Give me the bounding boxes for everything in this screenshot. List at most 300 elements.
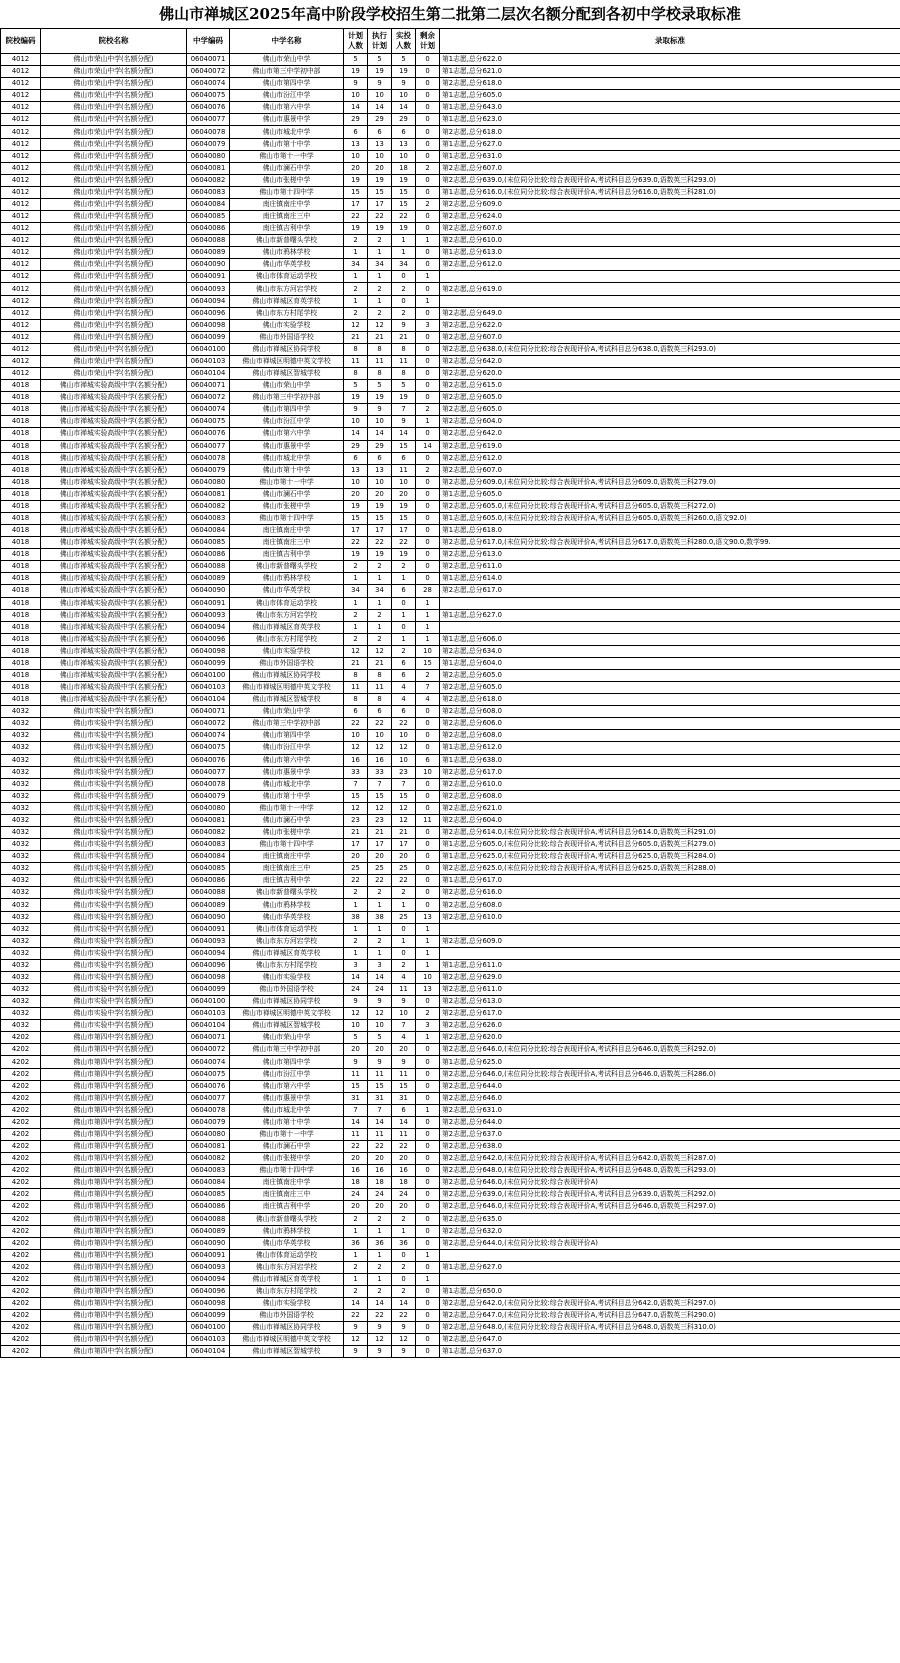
table-row (1, 561, 900, 573)
cell-plan-count: 17 (344, 839, 368, 851)
cell-exec-plan: 21 (368, 827, 392, 839)
cell-middle-code: 06040094 (187, 621, 230, 633)
cell-school-name: 佛山市实验中学(名额分配) (41, 899, 187, 911)
cell-actual-count: 18 (392, 162, 416, 174)
cell-actual-count: 1 (392, 573, 416, 585)
cell-middle-code: 06040089 (187, 899, 230, 911)
cell-exec-plan: 5 (368, 1032, 392, 1044)
cell-school-name: 佛山市实验中学(名额分配) (41, 730, 187, 742)
cell-middle-name: 佛山市新普曙头学校 (230, 1213, 344, 1225)
cell-remaining-plan: 0 (416, 247, 440, 259)
cell-actual-count: 10 (392, 754, 416, 766)
cell-middle-name: 佛山市实验学校 (230, 645, 344, 657)
cell-admission-standard (440, 271, 900, 283)
cell-remaining-plan: 0 (416, 368, 440, 380)
cell-school-name: 佛山市第四中学(名额分配) (41, 1080, 187, 1092)
table-row (1, 1128, 900, 1140)
table-row (1, 863, 900, 875)
cell-actual-count: 21 (392, 827, 416, 839)
cell-school-code: 4032 (1, 984, 41, 996)
cell-remaining-plan: 0 (416, 428, 440, 440)
cell-remaining-plan: 3 (416, 319, 440, 331)
cell-school-name: 佛山市第四中学(名额分配) (41, 1201, 187, 1213)
cell-school-name: 佛山市禅城实验高级中学(名额分配) (41, 549, 187, 561)
cell-remaining-plan: 0 (416, 839, 440, 851)
cell-exec-plan: 14 (368, 428, 392, 440)
table-row (1, 1044, 900, 1056)
cell-school-code: 4012 (1, 138, 41, 150)
cell-plan-count: 1 (344, 923, 368, 935)
cell-remaining-plan: 0 (416, 561, 440, 573)
cell-middle-name: 佛山市华英学校 (230, 259, 344, 271)
cell-exec-plan: 14 (368, 102, 392, 114)
table-row (1, 404, 900, 416)
cell-exec-plan: 12 (368, 802, 392, 814)
cell-middle-name: 佛山市第四中学 (230, 78, 344, 90)
cell-middle-name: 佛山市第三中学初中部 (230, 392, 344, 404)
cell-school-code: 4012 (1, 162, 41, 174)
cell-actual-count: 8 (392, 368, 416, 380)
cell-school-code: 4018 (1, 392, 41, 404)
cell-school-code: 4012 (1, 211, 41, 223)
cell-middle-name: 佛山市第十中学 (230, 138, 344, 150)
cell-exec-plan: 22 (368, 875, 392, 887)
cell-middle-code: 06040094 (187, 295, 230, 307)
cell-exec-plan: 11 (368, 1068, 392, 1080)
table-row (1, 162, 900, 174)
cell-actual-count: 15 (392, 512, 416, 524)
cell-school-code: 4018 (1, 609, 41, 621)
cell-middle-code: 06040089 (187, 1225, 230, 1237)
cell-middle-code: 06040080 (187, 1128, 230, 1140)
cell-school-code: 4202 (1, 1116, 41, 1128)
cell-school-name: 佛山市荣山中学(名额分配) (41, 150, 187, 162)
cell-exec-plan: 18 (368, 1177, 392, 1189)
cell-school-name: 佛山市实验中学(名额分配) (41, 814, 187, 826)
cell-middle-code: 06040090 (187, 1237, 230, 1249)
cell-exec-plan: 1 (368, 271, 392, 283)
cell-actual-count: 0 (392, 1249, 416, 1261)
cell-middle-code: 06040079 (187, 790, 230, 802)
cell-exec-plan: 5 (368, 54, 392, 66)
cell-middle-name: 佛山市第四中学 (230, 404, 344, 416)
cell-exec-plan: 34 (368, 585, 392, 597)
cell-plan-count: 2 (344, 609, 368, 621)
cell-exec-plan: 11 (368, 355, 392, 367)
cell-exec-plan: 5 (368, 380, 392, 392)
cell-school-code: 4202 (1, 1080, 41, 1092)
table-row (1, 730, 900, 742)
cell-actual-count: 9 (392, 1322, 416, 1334)
cell-middle-code: 06040100 (187, 343, 230, 355)
table-row (1, 186, 900, 198)
cell-middle-code: 06040100 (187, 669, 230, 681)
cell-school-code: 4018 (1, 573, 41, 585)
cell-school-code: 4032 (1, 875, 41, 887)
cell-middle-code: 06040098 (187, 645, 230, 657)
cell-school-name: 佛山市禅城实验高级中学(名额分配) (41, 404, 187, 416)
cell-remaining-plan: 0 (416, 512, 440, 524)
cell-plan-count: 29 (344, 440, 368, 452)
cell-plan-count: 9 (344, 996, 368, 1008)
cell-admission-standard: 第2志愿,总分605.0 (440, 404, 900, 416)
cell-plan-count: 12 (344, 1008, 368, 1020)
cell-actual-count: 11 (392, 464, 416, 476)
cell-school-name: 佛山市荣山中学(名额分配) (41, 114, 187, 126)
table-row (1, 959, 900, 971)
cell-school-name: 佛山市实验中学(名额分配) (41, 971, 187, 983)
cell-exec-plan: 15 (368, 186, 392, 198)
cell-exec-plan: 19 (368, 500, 392, 512)
cell-actual-count: 20 (392, 1044, 416, 1056)
cell-remaining-plan: 0 (416, 706, 440, 718)
cell-school-name: 佛山市实验中学(名额分配) (41, 863, 187, 875)
cell-middle-name: 佛山市实验学校 (230, 1298, 344, 1310)
cell-middle-name: 佛山市禅城区智城学校 (230, 368, 344, 380)
cell-school-name: 佛山市荣山中学(名额分配) (41, 343, 187, 355)
cell-plan-count: 10 (344, 90, 368, 102)
cell-middle-name: 南庄镇吉利中学 (230, 223, 344, 235)
cell-admission-standard: 第2志愿,总分607.0 (440, 331, 900, 343)
cell-remaining-plan: 0 (416, 718, 440, 730)
cell-exec-plan: 8 (368, 694, 392, 706)
cell-school-code: 4012 (1, 174, 41, 186)
cell-admission-standard: 第2志愿,总分610.0 (440, 235, 900, 247)
cell-actual-count: 22 (392, 1310, 416, 1322)
cell-remaining-plan: 2 (416, 1008, 440, 1020)
cell-middle-name: 佛山市鸦林学校 (230, 899, 344, 911)
cell-middle-code: 06040094 (187, 1273, 230, 1285)
cell-remaining-plan: 0 (416, 355, 440, 367)
cell-school-code: 4032 (1, 802, 41, 814)
cell-school-code: 4032 (1, 887, 41, 899)
table-row (1, 331, 900, 343)
cell-remaining-plan: 0 (416, 476, 440, 488)
cell-plan-count: 19 (344, 500, 368, 512)
cell-exec-plan: 22 (368, 211, 392, 223)
cell-middle-code: 06040083 (187, 839, 230, 851)
cell-exec-plan: 9 (368, 1346, 392, 1358)
cell-actual-count: 15 (392, 1080, 416, 1092)
cell-middle-code: 06040081 (187, 814, 230, 826)
cell-actual-count: 31 (392, 1092, 416, 1104)
cell-remaining-plan: 0 (416, 802, 440, 814)
cell-plan-count: 9 (344, 1346, 368, 1358)
cell-actual-count: 2 (392, 561, 416, 573)
cell-remaining-plan: 0 (416, 875, 440, 887)
cell-exec-plan: 19 (368, 223, 392, 235)
cell-actual-count: 1 (392, 899, 416, 911)
cell-remaining-plan: 0 (416, 1056, 440, 1068)
cell-admission-standard: 第1志愿,总分613.0 (440, 247, 900, 259)
cell-middle-name: 佛山市城北中学 (230, 1104, 344, 1116)
cell-actual-count: 22 (392, 537, 416, 549)
cell-admission-standard: 第1志愿,总分604.0 (440, 657, 900, 669)
cell-remaining-plan: 0 (416, 1225, 440, 1237)
cell-exec-plan: 29 (368, 114, 392, 126)
cell-plan-count: 36 (344, 1237, 368, 1249)
cell-middle-name: 佛山市汾江中学 (230, 742, 344, 754)
cell-school-code: 4202 (1, 1153, 41, 1165)
cell-middle-name: 佛山市东方河宕学校 (230, 609, 344, 621)
cell-middle-code: 06040072 (187, 718, 230, 730)
table-row (1, 645, 900, 657)
cell-plan-count: 14 (344, 102, 368, 114)
cell-exec-plan: 17 (368, 839, 392, 851)
cell-exec-plan: 8 (368, 669, 392, 681)
cell-plan-count: 7 (344, 778, 368, 790)
cell-exec-plan: 1 (368, 247, 392, 259)
cell-remaining-plan: 1 (416, 609, 440, 621)
cell-exec-plan: 15 (368, 790, 392, 802)
cell-remaining-plan: 2 (416, 464, 440, 476)
cell-exec-plan: 8 (368, 368, 392, 380)
cell-school-code: 4012 (1, 259, 41, 271)
table-row (1, 839, 900, 851)
cell-actual-count: 19 (392, 66, 416, 78)
cell-admission-standard: 第1志愿,总分631.0 (440, 150, 900, 162)
cell-actual-count: 34 (392, 259, 416, 271)
cell-school-name: 佛山市荣山中学(名额分配) (41, 259, 187, 271)
cell-admission-standard: 第1志愿,总分616.0,(末位同分比较:综合表现评价A,考试科目总分616.0,语数英三科281.0) (440, 186, 900, 198)
cell-school-code: 4202 (1, 1322, 41, 1334)
cell-plan-count: 17 (344, 198, 368, 210)
cell-plan-count: 22 (344, 537, 368, 549)
table-row (1, 1141, 900, 1153)
cell-admission-standard: 第2志愿,总分615.0 (440, 380, 900, 392)
cell-middle-name: 佛山市第十中学 (230, 464, 344, 476)
cell-remaining-plan: 1 (416, 1032, 440, 1044)
cell-middle-code: 06040077 (187, 440, 230, 452)
cell-plan-count: 1 (344, 1225, 368, 1237)
cell-school-code: 4012 (1, 186, 41, 198)
table-row (1, 1020, 900, 1032)
cell-remaining-plan: 0 (416, 1261, 440, 1273)
cell-school-code: 4202 (1, 1273, 41, 1285)
cell-middle-code: 06040085 (187, 1189, 230, 1201)
cell-middle-code: 06040100 (187, 1322, 230, 1334)
cell-school-code: 4018 (1, 500, 41, 512)
cell-admission-standard: 第1志愿,总分614.0 (440, 573, 900, 585)
cell-plan-count: 33 (344, 766, 368, 778)
cell-actual-count: 1 (392, 935, 416, 947)
cell-middle-name: 佛山市澜石中学 (230, 488, 344, 500)
cell-plan-count: 2 (344, 235, 368, 247)
cell-remaining-plan: 0 (416, 1189, 440, 1201)
cell-exec-plan: 24 (368, 1189, 392, 1201)
cell-school-name: 佛山市禅城实验高级中学(名额分配) (41, 657, 187, 669)
cell-remaining-plan: 2 (416, 669, 440, 681)
cell-middle-name: 佛山市第六中学 (230, 1080, 344, 1092)
cell-school-code: 4202 (1, 1334, 41, 1346)
cell-middle-name: 佛山市鸦林学校 (230, 573, 344, 585)
cell-admission-standard: 第2志愿,总分604.0 (440, 814, 900, 826)
cell-school-name: 佛山市第四中学(名额分配) (41, 1153, 187, 1165)
cell-middle-name: 佛山市禅城区智城学校 (230, 1346, 344, 1358)
table-row (1, 307, 900, 319)
cell-remaining-plan: 0 (416, 1285, 440, 1297)
cell-middle-name: 佛山市东方村尾学校 (230, 633, 344, 645)
cell-middle-name: 佛山市新普曙头学校 (230, 235, 344, 247)
cell-admission-standard: 第2志愿,总分639.0,(末位同分比较:综合表现评价A,考试科目总分639.0,语数英三科293.0) (440, 174, 900, 186)
cell-exec-plan: 12 (368, 319, 392, 331)
cell-actual-count: 0 (392, 923, 416, 935)
cell-school-code: 4018 (1, 380, 41, 392)
cell-middle-code: 06040091 (187, 271, 230, 283)
cell-school-name: 佛山市第四中学(名额分配) (41, 1322, 187, 1334)
cell-middle-code: 06040074 (187, 1056, 230, 1068)
cell-actual-count: 5 (392, 54, 416, 66)
cell-middle-code: 06040071 (187, 380, 230, 392)
cell-plan-count: 22 (344, 718, 368, 730)
cell-plan-count: 20 (344, 851, 368, 863)
cell-exec-plan: 33 (368, 766, 392, 778)
cell-admission-standard: 第2志愿,总分644.0 (440, 1080, 900, 1092)
cell-school-name: 佛山市第四中学(名额分配) (41, 1044, 187, 1056)
cell-admission-standard: 第2志愿,总分624.0 (440, 211, 900, 223)
cell-plan-count: 17 (344, 525, 368, 537)
cell-plan-count: 11 (344, 355, 368, 367)
cell-middle-name: 佛山市禅城区协同学校 (230, 343, 344, 355)
cell-admission-standard: 第2志愿,总分609.0,(末位同分比较:综合表现评价A,考试科目总分609.0,语数英三科279.0) (440, 476, 900, 488)
cell-actual-count: 2 (392, 887, 416, 899)
cell-school-code: 4202 (1, 1237, 41, 1249)
cell-school-code: 4032 (1, 790, 41, 802)
cell-actual-count: 7 (392, 404, 416, 416)
cell-middle-name: 佛山市张槎中学 (230, 827, 344, 839)
cell-remaining-plan: 0 (416, 126, 440, 138)
cell-school-name: 佛山市实验中学(名额分配) (41, 911, 187, 923)
cell-remaining-plan: 0 (416, 1165, 440, 1177)
cell-exec-plan: 2 (368, 633, 392, 645)
cell-middle-name: 佛山市东方河宕学校 (230, 935, 344, 947)
cell-school-name: 佛山市荣山中学(名额分配) (41, 126, 187, 138)
table-row (1, 150, 900, 162)
cell-admission-standard: 第1志愿,总分623.0 (440, 114, 900, 126)
table-row (1, 295, 900, 307)
cell-remaining-plan: 0 (416, 1080, 440, 1092)
table-row (1, 440, 900, 452)
header-middle-code: 中学编码 (187, 29, 230, 54)
cell-school-name: 佛山市荣山中学(名额分配) (41, 295, 187, 307)
cell-school-name: 佛山市第四中学(名额分配) (41, 1237, 187, 1249)
cell-middle-name: 佛山市禅城区智城学校 (230, 694, 344, 706)
cell-exec-plan: 14 (368, 971, 392, 983)
cell-remaining-plan: 0 (416, 1237, 440, 1249)
table-row (1, 1092, 900, 1104)
cell-school-name: 佛山市禅城实验高级中学(名额分配) (41, 416, 187, 428)
cell-plan-count: 16 (344, 1165, 368, 1177)
cell-admission-standard: 第2志愿,总分646.0,(末位同分比较:综合表现评价A,考试科目总分646.0,语数英三科286.0) (440, 1068, 900, 1080)
header-actual-count: 实投人数 (392, 29, 416, 54)
cell-plan-count: 9 (344, 1056, 368, 1068)
cell-admission-standard: 第1志愿,总分605.0,(末位同分比较:综合表现评价A,考试科目总分605.0,语数英三科260.0,语文92.0) (440, 512, 900, 524)
cell-actual-count: 9 (392, 78, 416, 90)
cell-plan-count: 1 (344, 247, 368, 259)
cell-plan-count: 6 (344, 126, 368, 138)
cell-remaining-plan: 1 (416, 235, 440, 247)
cell-exec-plan: 1 (368, 947, 392, 959)
cell-middle-name: 佛山市城北中学 (230, 778, 344, 790)
cell-middle-code: 06040075 (187, 90, 230, 102)
cell-plan-count: 24 (344, 984, 368, 996)
cell-exec-plan: 20 (368, 1044, 392, 1056)
cell-exec-plan: 1 (368, 923, 392, 935)
cell-actual-count: 4 (392, 682, 416, 694)
cell-actual-count: 20 (392, 1153, 416, 1165)
cell-middle-name: 佛山市禅城区协同学校 (230, 1322, 344, 1334)
cell-school-name: 佛山市第四中学(名额分配) (41, 1068, 187, 1080)
cell-plan-count: 15 (344, 512, 368, 524)
cell-middle-name: 佛山市实验学校 (230, 319, 344, 331)
cell-middle-name: 佛山市第十一中学 (230, 476, 344, 488)
cell-admission-standard: 第2志愿,总分619.0 (440, 283, 900, 295)
cell-school-code: 4018 (1, 585, 41, 597)
cell-school-name: 佛山市实验中学(名额分配) (41, 766, 187, 778)
cell-school-name: 佛山市禅城实验高级中学(名额分配) (41, 512, 187, 524)
cell-middle-code: 06040076 (187, 754, 230, 766)
cell-admission-standard: 第2志愿,总分637.0 (440, 1128, 900, 1140)
cell-middle-code: 06040076 (187, 1080, 230, 1092)
cell-school-code: 4032 (1, 959, 41, 971)
table-row (1, 984, 900, 996)
cell-middle-code: 06040085 (187, 211, 230, 223)
cell-exec-plan: 20 (368, 1153, 392, 1165)
table-row (1, 1008, 900, 1020)
cell-remaining-plan: 0 (416, 1116, 440, 1128)
cell-remaining-plan: 6 (416, 754, 440, 766)
cell-actual-count: 11 (392, 355, 416, 367)
cell-plan-count: 12 (344, 1334, 368, 1346)
cell-middle-code: 06040075 (187, 416, 230, 428)
cell-plan-count: 12 (344, 645, 368, 657)
cell-plan-count: 20 (344, 488, 368, 500)
cell-school-code: 4018 (1, 694, 41, 706)
cell-admission-standard: 第2志愿,总分629.0 (440, 971, 900, 983)
cell-middle-name: 佛山市鸦林学校 (230, 247, 344, 259)
cell-school-name: 佛山市第四中学(名额分配) (41, 1056, 187, 1068)
cell-exec-plan: 2 (368, 235, 392, 247)
cell-school-code: 4032 (1, 911, 41, 923)
cell-remaining-plan: 10 (416, 645, 440, 657)
cell-plan-count: 14 (344, 1116, 368, 1128)
cell-plan-count: 11 (344, 1068, 368, 1080)
table-row (1, 138, 900, 150)
cell-plan-count: 15 (344, 790, 368, 802)
cell-admission-standard: 第1志愿,总分622.0 (440, 54, 900, 66)
cell-admission-standard: 第2志愿,总分618.0 (440, 694, 900, 706)
cell-school-code: 4018 (1, 428, 41, 440)
cell-exec-plan: 12 (368, 742, 392, 754)
table-row (1, 633, 900, 645)
cell-remaining-plan: 0 (416, 1044, 440, 1056)
cell-actual-count: 16 (392, 1165, 416, 1177)
cell-plan-count: 6 (344, 452, 368, 464)
cell-middle-code: 06040078 (187, 778, 230, 790)
cell-exec-plan: 17 (368, 525, 392, 537)
cell-middle-name: 佛山市鸦林学校 (230, 1225, 344, 1237)
cell-actual-count: 19 (392, 549, 416, 561)
cell-actual-count: 10 (392, 150, 416, 162)
cell-exec-plan: 7 (368, 778, 392, 790)
cell-actual-count: 0 (392, 621, 416, 633)
cell-actual-count: 5 (392, 380, 416, 392)
cell-plan-count: 18 (344, 1177, 368, 1189)
table-row (1, 706, 900, 718)
cell-actual-count: 2 (392, 283, 416, 295)
cell-school-code: 4018 (1, 621, 41, 633)
table-row (1, 1165, 900, 1177)
